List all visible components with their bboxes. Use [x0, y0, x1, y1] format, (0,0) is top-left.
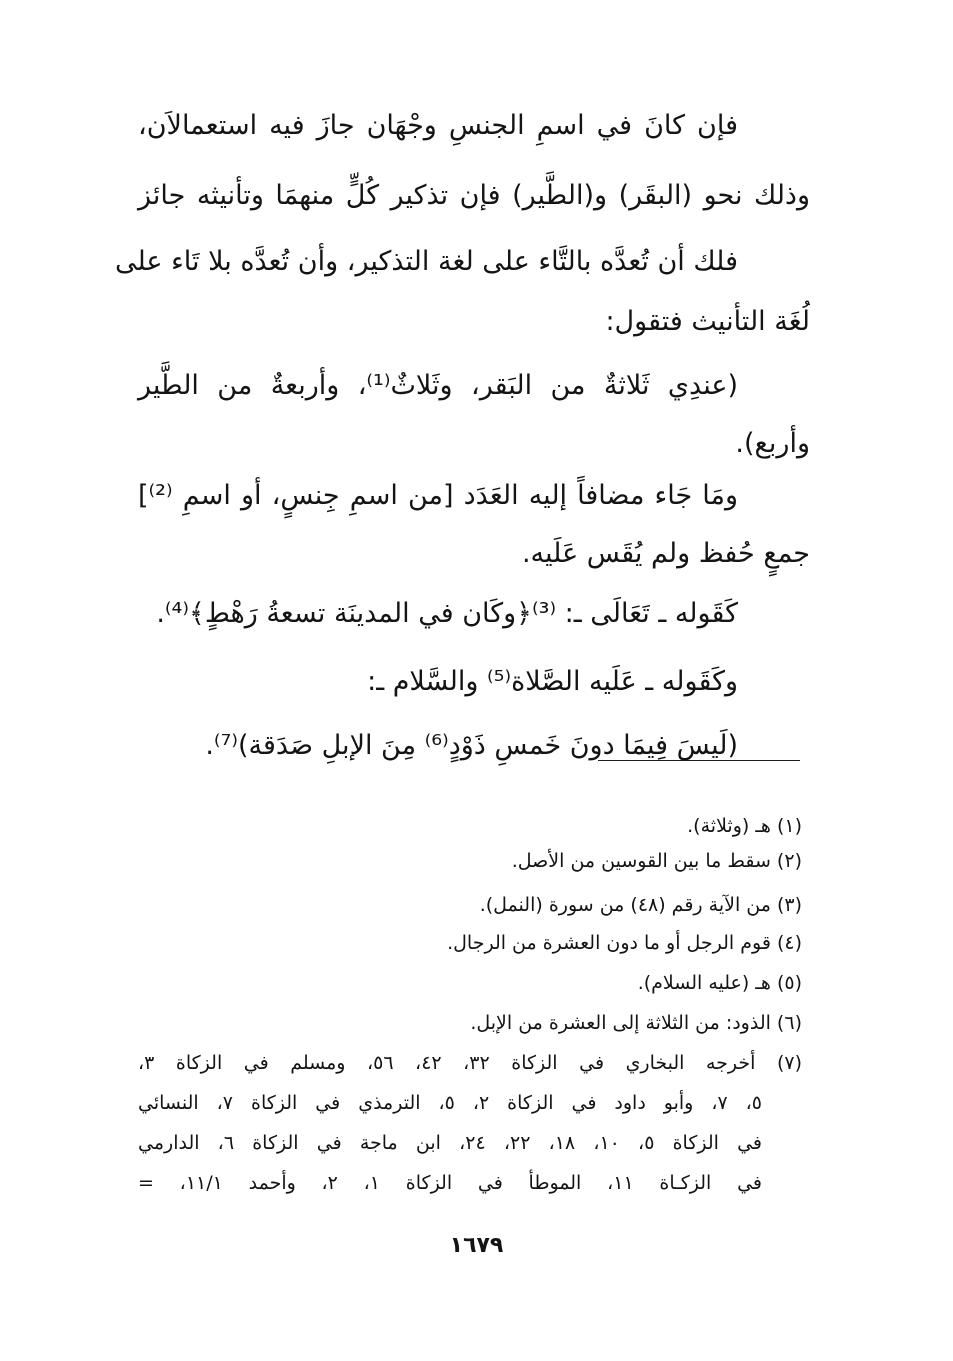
main-text-line: (لَيسَ فِيمَا دونَ خَمسِ ذَوْدٍ⁽⁶⁾ مِنَ الإبلِ صَدَقة)⁽⁷⁾.	[205, 730, 738, 761]
footnote: (٥) هـ (عليه السلام).	[637, 972, 802, 994]
page-number: ١٦٧٩	[449, 1233, 504, 1258]
main-text-line: فإن كانَ في اسمِ الجنسِ وجْهَان جازَ فيه استعمالاَن،	[138, 110, 738, 141]
main-text-line: كَقَوله ـ تَعَالَى ـ: ⁽³⁾﴿وكَان في المدينَة تسعةُ رَهْطٍ﴾⁽⁴⁾.	[156, 598, 738, 629]
footnote: (٢) سقط ما بين القوسين من الأصل.	[511, 850, 802, 872]
footnote: (٣) من الآية رقم (٤٨) من سورة (النمل).	[479, 894, 802, 916]
main-text-line: فلك أن تُعدَّه بالتَّاء على لغة التذكير، وأن تُعدَّه بلا تَاء على	[114, 246, 738, 277]
footnote: (١) هـ (وثلاثة).	[687, 815, 802, 837]
footnote-continuation: في الزكـاة ١١، الموطأ في الزكاة ١، ٢، وأحمد ١١/١، =	[138, 1172, 763, 1194]
footnote: (٦) الذود: من الثلاثة إلى العشرة من الإبل.	[470, 1012, 802, 1034]
main-text-line: جمعٍ حُفظ ولم يُقَس عَلَيه.	[521, 538, 810, 569]
main-text-line: لُغَة التأنيث فتقول:	[605, 306, 810, 337]
main-text-line: (عندِي ثَلاثةٌ من البَقر، وثَلاثٌ⁽¹⁾، وأربعةٌ من الطَّير	[138, 370, 739, 401]
main-text-line: وأربع).	[735, 428, 810, 459]
footnote-continuation: ٥، ٧، وأبو داود في الزكاة ٢، ٥، الترمذي في الزكاة ٧، النسائي	[138, 1092, 763, 1114]
footnote: (٧) أخرجه البخاري في الزكاة ٣٢، ٤٢، ٥٦، ومسلم في الزكاة ٣،	[138, 1052, 803, 1074]
main-text-line: وكَقَوله ـ عَلَيه الصَّلاة⁽⁵⁾ والسَّلام ـ:	[367, 666, 738, 697]
footnote: (٤) قوم الرجل أو ما دون العشرة من الرجال.	[447, 932, 802, 954]
main-text-line: وذلك نحو (البقَر) و(الطَّير) فإن تذكير كُلٍّ منهمَا وتأنيثه جائز	[138, 180, 810, 211]
main-text-line: ومَا جَاء مضافاً إليه العَدَد [من اسمِ جِنسٍ، أو اسمِ ⁽²⁾]	[138, 480, 738, 511]
footnotes	[114, 0, 803, 1220]
footnote-continuation: في الزكاة ٥، ١٠، ١٨، ٢٢، ٢٤، ابن ماجة في الزكاة ٦، الدارمي	[138, 1132, 763, 1154]
